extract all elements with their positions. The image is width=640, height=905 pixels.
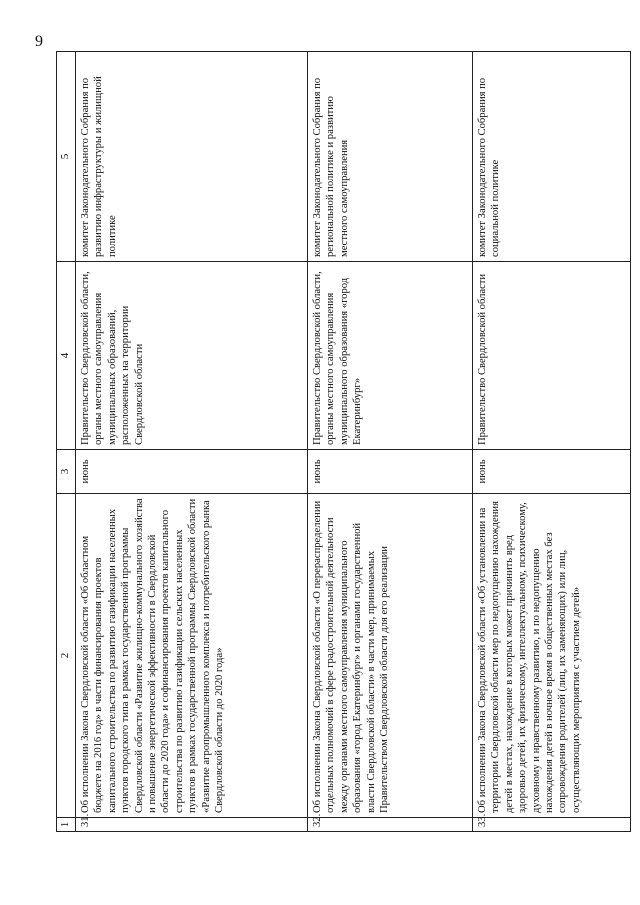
row-responsible: комитет Законодательного Собрания по развитию инфраструктуры и жилищной политике — [76, 52, 308, 262]
row-executor: Правительство Свердловской области — [473, 262, 631, 450]
page-number: 9 — [35, 33, 43, 50]
row-number: 32. — [308, 818, 473, 832]
table-row — [308, 52, 473, 832]
row-responsible: комитет Законодательного Собрания по региональной политике и развитию местного самоуправления — [308, 52, 473, 262]
table-header-row — [57, 52, 76, 832]
row-executor: Правительство Свердловской области, органы местного самоуправления муниципальных образований, расположенных на территории Свердловской области — [76, 262, 308, 450]
row-term: июнь — [473, 450, 631, 494]
row-number: 31. — [76, 818, 308, 832]
rotated-page — [35, 33, 616, 832]
header-col-4: 4 — [57, 262, 76, 450]
header-col-3: 3 — [57, 450, 76, 494]
table-row — [76, 52, 308, 832]
row-document: Об исполнении Закона Свердловской области «О перераспределении отдельных полномочий в сфере градостроительной деятельности между органами местного самоуправления муниципального образования «город Екатеринбург» и органами государственной власти Свердловской области» в части мер, принимаемых Правительством Свердловской области для его реализации — [308, 494, 473, 818]
header-col-5: 5 — [57, 52, 76, 262]
header-col-2: 2 — [57, 494, 76, 818]
row-document: Об исполнении Закона Свердловской области «Об установлении на территории Свердловской области мер по недопущению нахождения детей в местах, нахождение в которых может причинить вред здоровью детей, их физическому, интеллектуальному, психическому, духовному и нравственному развитию, и по недопущению нахождения детей в ночное время в общественных местах без сопровождения родителей (лиц, их заменяющих) или лиц, осуществляющих мероприятия с участием детей» — [473, 494, 631, 818]
row-number: 33. — [473, 818, 631, 832]
plan-table — [56, 51, 631, 832]
row-term: июнь — [308, 450, 473, 494]
table-row — [473, 52, 631, 832]
row-term: июнь — [76, 450, 308, 494]
row-executor: Правительство Свердловской области, органы местного самоуправления муниципального образования «город Екатеринбург» — [308, 262, 473, 450]
header-col-1: 1 — [57, 818, 76, 832]
row-document: Об исполнении Закона Свердловской области «Об областном бюджете на 2016 год» в части финансирования проектов капитального строительства по развитию газификации населенных пунктов городского типа в рамках государственной программы Свердловской области «Развитие жилищно-коммунального хозяйства и повышение энергетической эффективности в Свердловской области до 2020 года» и софинансирования проектов капитального строительства по развитию газификации сельских населенных пунктов в рамках государственной программы Свердловской области «Развитие агропромышленного комплекса и потребительского рынка Свердловской области до 2020 года» — [76, 494, 308, 818]
row-responsible: комитет Законодательного Собрания по социальной политике — [473, 52, 631, 262]
